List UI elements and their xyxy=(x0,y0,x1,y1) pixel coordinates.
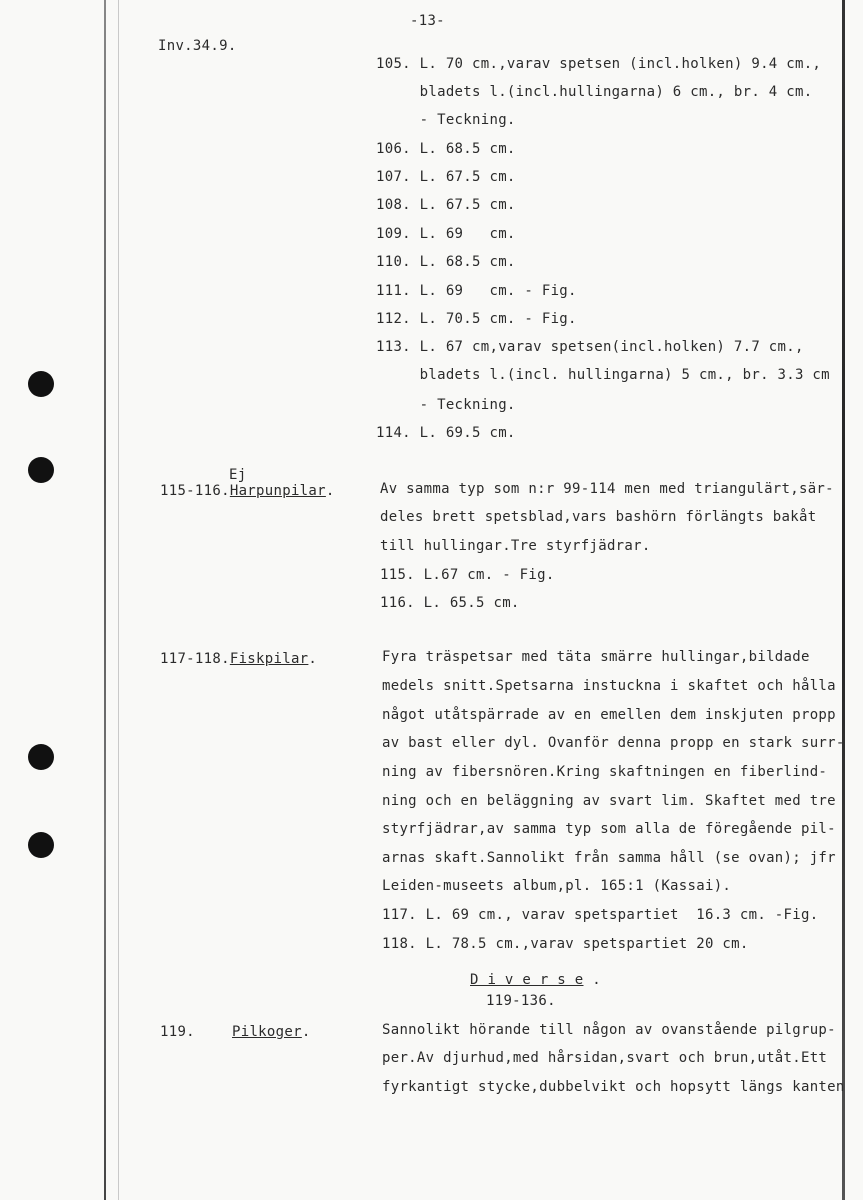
section-title: Pilkoger xyxy=(232,1024,302,1040)
section-title-suffix: . xyxy=(308,651,318,667)
entry-line: 116. L. 65.5 cm. xyxy=(380,595,520,611)
entry-line: 109. L. 69 cm. xyxy=(376,226,516,242)
entry-line: 114. L. 69.5 cm. xyxy=(376,425,516,441)
description-line: ning av fibersnören.Kring skaftningen en fiberlind- xyxy=(382,764,828,780)
description-line: till hullingar.Tre styrfjädrar. xyxy=(380,538,651,554)
description-line: Leiden-museets album,pl. 165:1 (Kassai). xyxy=(382,878,732,894)
entry-line: 110. L. 68.5 cm. xyxy=(376,254,516,270)
entry-line: bladets l.(incl. hullingarna) 5 cm., br. 3.3 cm xyxy=(376,367,830,383)
entry-line: 111. L. 69 cm. - Fig. xyxy=(376,283,577,299)
description-line: arnas skaft.Sannolikt från samma håll (se ovan); jfr xyxy=(382,850,836,866)
section-number: 115-116. xyxy=(160,483,230,499)
punch-hole-icon xyxy=(28,371,54,397)
description-line: styrfjädrar,av samma typ som alla de föregående pil- xyxy=(382,821,836,837)
diverse-title: D i v e r s e xyxy=(470,972,584,988)
entry-line: 117. L. 69 cm., varav spetspartiet 16.3 cm. -Fig. xyxy=(382,907,819,923)
handwritten-annotation: Ej xyxy=(229,467,247,483)
entry-line: 107. L. 67.5 cm. xyxy=(376,169,516,185)
description-line: Fyra träspetsar med täta smärre hullingar,bildade xyxy=(382,649,810,665)
section-title-suffix: . xyxy=(301,1024,311,1040)
section-number: 119. xyxy=(160,1024,195,1040)
description-line: medels snitt.Spetsarna instuckna i skaftet och hålla xyxy=(382,678,836,694)
entry-line: 113. L. 67 cm,varav spetsen(incl.holken) 7.7 cm., xyxy=(376,339,804,355)
description-line: per.Av djurhud,med hårsidan,svart och brun,utåt.Ett xyxy=(382,1050,828,1066)
page-edge-left xyxy=(104,0,106,1200)
section-title: Fiskpilar xyxy=(229,651,309,667)
punch-hole-icon xyxy=(28,832,54,858)
entry-line: 118. L. 78.5 cm.,varav spetspartiet 20 cm. xyxy=(382,936,749,952)
punch-hole-icon xyxy=(28,457,54,483)
description-line: ning och en beläggning av svart lim. Skaftet med tre xyxy=(382,793,836,809)
entry-line: bladets l.(incl.hullingarna) 6 cm., br. 4 cm. xyxy=(376,84,813,100)
description-line: fyrkantigt stycke,dubbelvikt och hopsytt längs kanten xyxy=(382,1079,845,1095)
section-heading xyxy=(160,650,317,668)
entry-line: - Teckning. xyxy=(376,397,516,413)
entry-line: 105. L. 70 cm.,varav spetsen (incl.holken) 9.4 cm., xyxy=(376,56,822,72)
section-heading xyxy=(232,1023,311,1041)
entry-line: 108. L. 67.5 cm. xyxy=(376,197,516,213)
description-line: något utåtspärrade av en emellen dem inskjuten propp xyxy=(382,707,836,723)
section-heading xyxy=(160,482,335,500)
inventory-number: Inv.34.9. xyxy=(158,38,237,54)
description-line: Av samma typ som n:r 99-114 men med triangulärt,sär- xyxy=(380,481,834,497)
page-edge-right xyxy=(842,0,845,1200)
entry-line: - Teckning. xyxy=(376,112,516,128)
section-title-suffix: . xyxy=(325,483,335,499)
diverse-heading xyxy=(470,971,601,989)
punch-hole-icon xyxy=(28,744,54,770)
section-title: Harpunpilar xyxy=(229,483,326,499)
entry-line: 112. L. 70.5 cm. - Fig. xyxy=(376,311,577,327)
diverse-range: 119-136. xyxy=(486,993,556,1009)
entry-line: 115. L.67 cm. - Fig. xyxy=(380,567,555,583)
diverse-title-suffix: . xyxy=(583,972,601,988)
entry-line: 106. L. 68.5 cm. xyxy=(376,141,516,157)
section-number: 117-118. xyxy=(160,651,230,667)
page-number: -13- xyxy=(410,13,445,29)
description-line: Sannolikt hörande till någon av ovanstående pilgrup- xyxy=(382,1022,836,1038)
margin-rule xyxy=(118,0,119,1200)
description-line: av bast eller dyl. Ovanför denna propp en stark surr- xyxy=(382,735,845,751)
description-line: deles brett spetsblad,vars bashörn förlängts bakåt xyxy=(380,509,817,525)
